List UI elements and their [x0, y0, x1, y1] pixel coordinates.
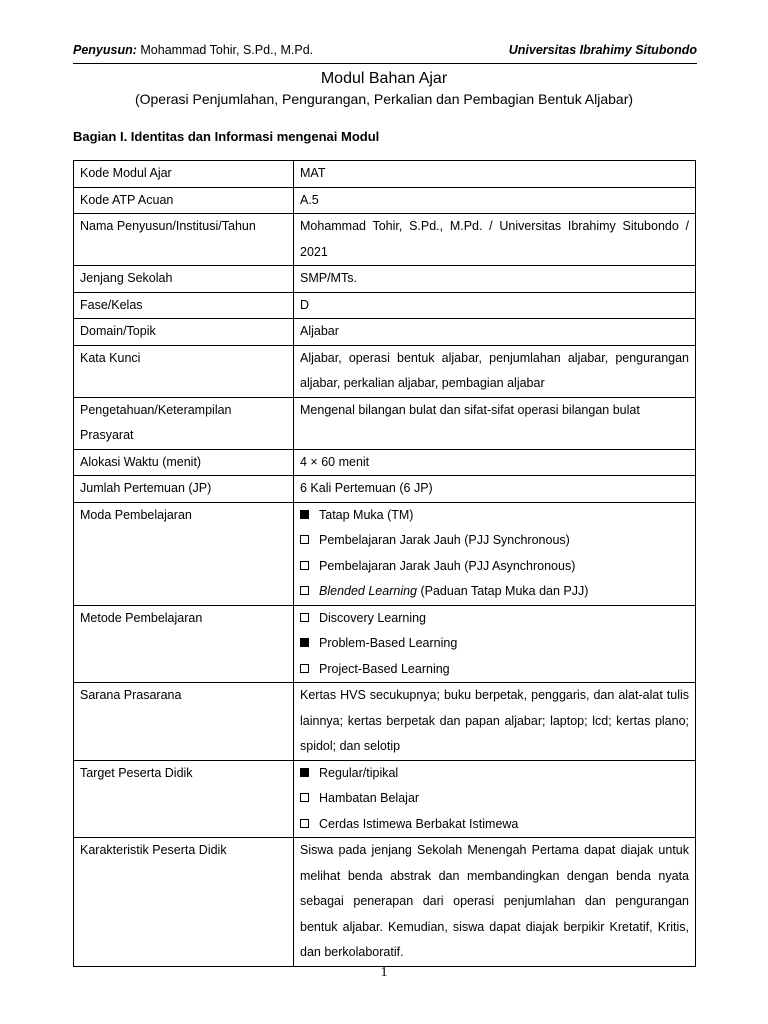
option-list: [294, 605, 696, 683]
row-value: Siswa pada jenjang Sekolah Menengah Pertama dapat diajak untuk melihat benda abstrak dan membandingkan dengan benda nyata sebagai penerapan dari operasi penjumlahan dan pengurangan bentuk aljabar. Kemudian, siswa dapat diajak berpikir Kretatif, Kritis, dan berkolaboratif.: [294, 838, 696, 967]
option-item: [300, 503, 689, 529]
table-row: [74, 449, 696, 476]
option-item: [300, 812, 689, 838]
row-label: Fase/Kelas: [74, 292, 294, 319]
row-value: 6 Kali Pertemuan (6 JP): [294, 476, 696, 503]
row-label: Kode Modul Ajar: [74, 161, 294, 188]
checked-box-icon: [300, 638, 309, 647]
unchecked-box-icon: [300, 793, 309, 802]
row-label: Jumlah Pertemuan (JP): [74, 476, 294, 503]
author-line: [73, 43, 313, 57]
row-label: Kata Kunci: [74, 345, 294, 397]
option-label: (Paduan Tatap Muka dan PJJ): [417, 584, 589, 598]
row-label: Alokasi Waktu (menit): [74, 449, 294, 476]
row-value: SMP/MTs.: [294, 266, 696, 293]
row-label: Moda Pembelajaran: [74, 502, 294, 605]
row-label: Pengetahuan/Keterampilan Prasyarat: [74, 397, 294, 449]
header-divider: [73, 63, 697, 64]
author-name: Mohammad Tohir, S.Pd., M.Pd.: [136, 43, 314, 57]
table-row: [74, 397, 696, 449]
row-value: D: [294, 292, 696, 319]
option-list: [294, 502, 696, 605]
option-item: [300, 657, 689, 683]
row-label: Domain/Topik: [74, 319, 294, 346]
option-label: Regular/tipikal: [319, 765, 399, 780]
unchecked-box-icon: [300, 613, 309, 622]
checked-box-icon: [300, 768, 309, 777]
checked-box-icon: [300, 510, 309, 519]
row-value: Mengenal bilangan bulat dan sifat-sifat operasi bilangan bulat: [294, 397, 696, 449]
document-subtitle: (Operasi Penjumlahan, Pengurangan, Perkalian dan Pembagian Bentuk Aljabar): [134, 91, 634, 107]
row-value: Aljabar: [294, 319, 696, 346]
option-item: [300, 786, 689, 812]
option-item: [300, 631, 689, 657]
row-label: Kode ATP Acuan: [74, 187, 294, 214]
row-label: Jenjang Sekolah: [74, 266, 294, 293]
option-label: Tatap Muka (TM): [319, 507, 414, 522]
row-value: 4 × 60 menit: [294, 449, 696, 476]
table-row: [74, 292, 696, 319]
row-value: MAT: [294, 161, 696, 188]
row-value: Kertas HVS secukupnya; buku berpetak, penggaris, dan alat-alat tulis lainnya; kertas berpetak dan papan aljabar; laptop; lcd; kertas plano; spidol; dan selotip: [294, 683, 696, 761]
table-row: [74, 502, 696, 605]
page-number: 1: [380, 965, 388, 980]
table-row: [74, 345, 696, 397]
option-label: Pembelajaran Jarak Jauh (PJJ Asynchronous): [319, 558, 576, 573]
option-item: [300, 528, 689, 554]
table-row: [74, 266, 696, 293]
row-label: Target Peserta Didik: [74, 760, 294, 838]
table-row: [74, 161, 696, 188]
row-label: Nama Penyusun/Institusi/Tahun: [74, 214, 294, 266]
table-row: [74, 187, 696, 214]
option-label-emphasis: Blended Learning: [319, 584, 417, 598]
section-heading: Bagian I. Identitas dan Informasi mengenai Modul: [73, 129, 380, 144]
row-label: Metode Pembelajaran: [74, 605, 294, 683]
page-header: [73, 43, 697, 63]
unchecked-box-icon: [300, 819, 309, 828]
table-row: [74, 476, 696, 503]
row-value: Mohammad Tohir, S.Pd., M.Pd. / Universitas Ibrahimy Situbondo / 2021: [294, 214, 696, 266]
institution-name: Universitas Ibrahimy Situbondo: [508, 43, 697, 57]
unchecked-box-icon: [300, 586, 309, 595]
document-title: Modul Bahan Ajar: [320, 70, 448, 87]
table-row: [74, 683, 696, 761]
option-label: Discovery Learning: [319, 610, 426, 625]
option-label: Project-Based Learning: [319, 661, 450, 676]
option-label: Cerdas Istimewa Berbakat Istimewa: [319, 816, 519, 831]
option-item: [300, 761, 689, 787]
table-row: [74, 214, 696, 266]
option-label: Pembelajaran Jarak Jauh (PJJ Synchronous): [319, 533, 570, 547]
unchecked-box-icon: [300, 535, 309, 544]
module-identity-table: [73, 160, 696, 967]
table-row: [74, 838, 696, 967]
option-item: [300, 554, 689, 580]
option-item: [300, 606, 689, 632]
row-label: Karakteristik Peserta Didik: [74, 838, 294, 967]
unchecked-box-icon: [300, 664, 309, 673]
option-label: Hambatan Belajar: [319, 791, 420, 805]
table-row: [74, 319, 696, 346]
option-item: [300, 579, 689, 605]
row-value: Aljabar, operasi bentuk aljabar, penjumlahan aljabar, pengurangan aljabar, perkalian aljabar, pembagian aljabar: [294, 345, 696, 397]
unchecked-box-icon: [300, 561, 309, 570]
author-role-label: Penyusun:: [73, 43, 137, 57]
row-value: A.5: [294, 187, 696, 214]
row-label: Sarana Prasarana: [74, 683, 294, 761]
table-row: [74, 605, 696, 683]
table-row: [74, 760, 696, 838]
option-list: [294, 760, 696, 838]
option-label: Problem-Based Learning: [319, 636, 458, 650]
